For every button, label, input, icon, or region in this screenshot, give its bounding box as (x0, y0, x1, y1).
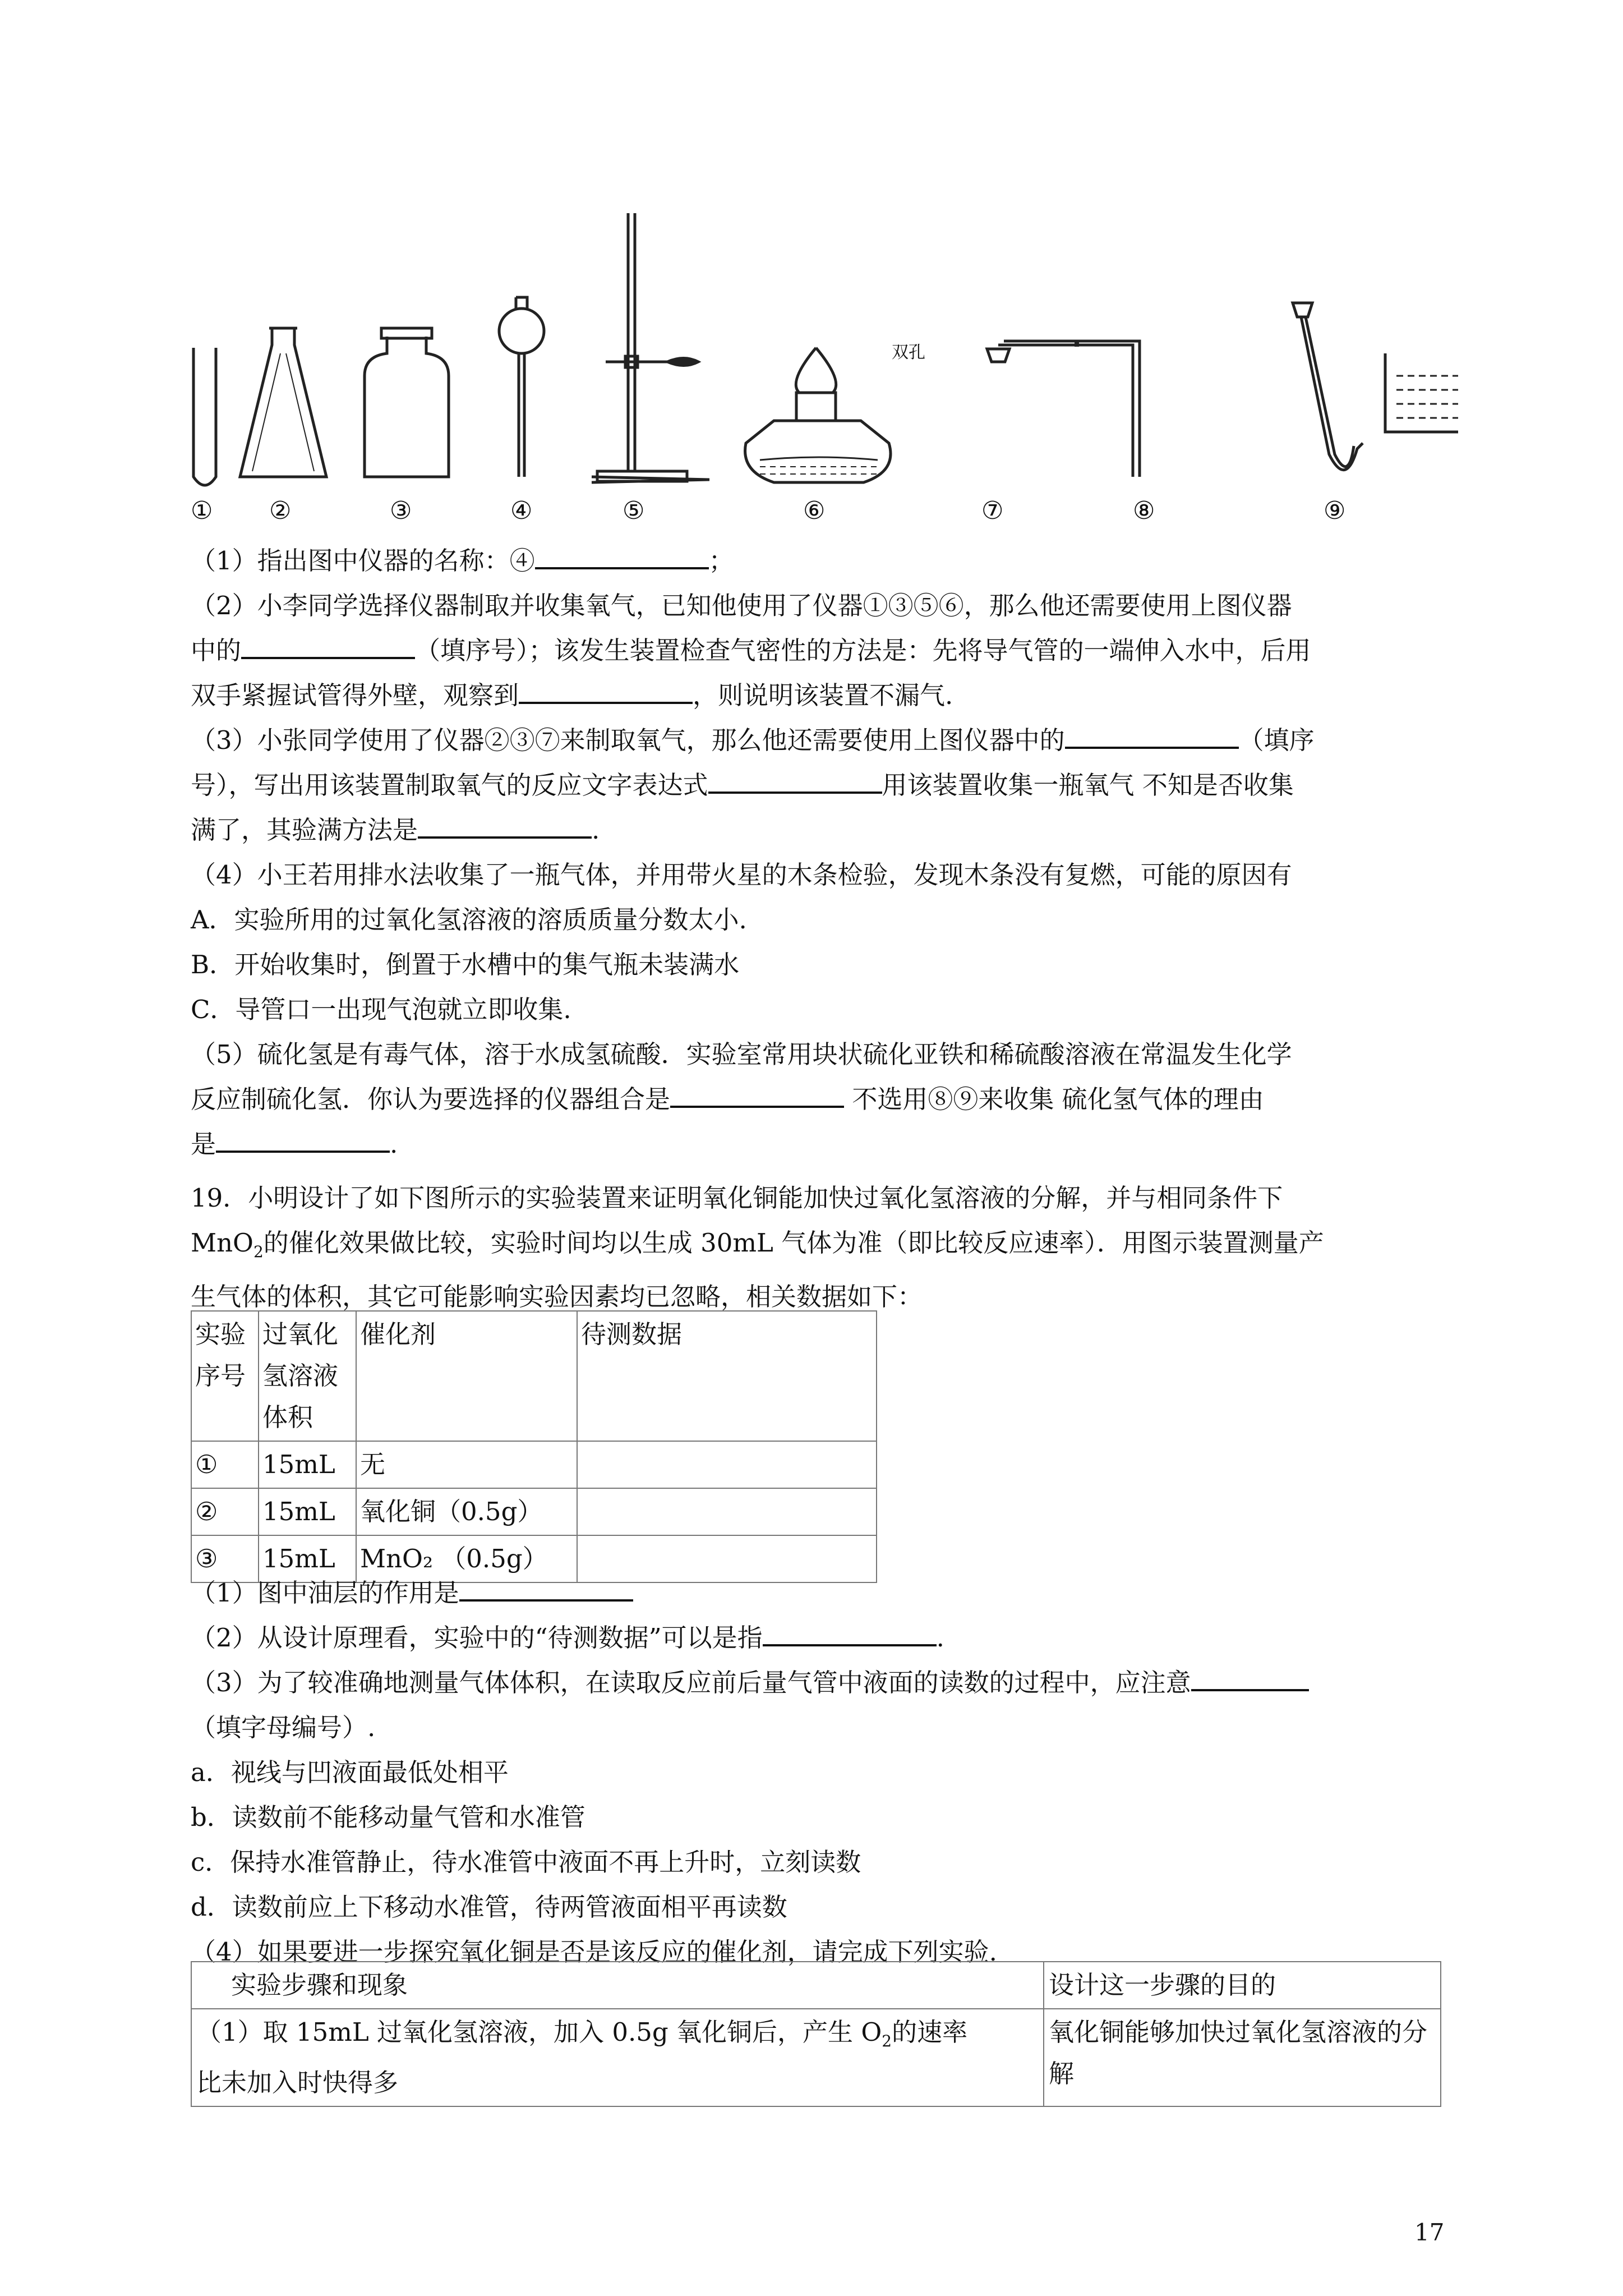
q19-option-a: a．视线与凹液面最低处相平 (191, 1757, 509, 1787)
table-header-row (191, 1311, 877, 1441)
header-catalyst: 催化剂 (356, 1311, 577, 1441)
blank-10[interactable] (763, 1618, 937, 1646)
q19-s3-a: （3）为了较准确地测量气体体积，在读取反应前后量气管中液面的读数的过程中，应注意 (191, 1668, 1191, 1697)
q18-p5-c1: 是 (191, 1129, 216, 1159)
q18-p5-a: （5）硫化氢是有毒气体，溶于水成氢硫酸．实验室常用块状硫化亚铁和稀硫酸溶液在常温发生化学 (191, 1039, 1292, 1069)
q19-s1: （1）图中油层的作用是 (191, 1578, 459, 1608)
label-3: ③ (390, 496, 412, 525)
blank-6[interactable] (418, 811, 592, 839)
cell: 15mL (259, 1488, 356, 1535)
step-1-a: （1）取 15mL 过氧化氢溶液，加入 0.5g 氧化铜后，产生 O (196, 2017, 882, 2047)
q18-p3-c1: 满了，其验满方法是 (191, 815, 418, 845)
question-19-parts (191, 1571, 1441, 1975)
q19-s2-b: . (936, 1623, 944, 1653)
header-pending-data: 待测数据 (577, 1311, 877, 1441)
table-row (191, 1441, 877, 1488)
label-1: ① (191, 496, 213, 525)
step-1-sub: 2 (882, 2032, 892, 2050)
q19-intro-b2: 的催化效果做比较，实验时间均以生成 30mL 气体为准（即比较反应速率）．用图示装置测量产 (263, 1228, 1324, 1258)
test-tube-icon (193, 348, 216, 485)
q19-s4: （4）如果要进一步探究氧化铜是否是该反应的催化剂，请完成下列实验. (191, 1937, 997, 1967)
q19-s2-a: （2）从设计原理看，实验中的“待测数据”可以是指 (191, 1623, 763, 1653)
q19-option-c: c．保持水准管静止，待水准管中液面不再上升时，立刻读数 (191, 1847, 861, 1877)
header-purpose: 设计这一步骤的目的 (1044, 1962, 1441, 2009)
table-row (191, 2009, 1441, 2106)
q18-p3-a1: （3）小张同学使用了仪器②③⑦来制取氧气，那么他还需要使用上图仪器中的 (191, 725, 1065, 755)
q19-intro-c: 生气体的体积，其它可能影响实验因素均已忽略，相关数据如下： (191, 1282, 923, 1312)
cell: 15mL (259, 1535, 356, 1582)
gas-bottle-icon (365, 337, 449, 477)
q18-p2-a: （2）小李同学选择仪器制取并收集氧气，已知他使用了仪器①③⑤⑥，那么他还需要使用上图仪器 (191, 591, 1292, 620)
q18-p5-b1: 反应制硫化氢．你认为要选择的仪器组合是 (191, 1084, 671, 1114)
step-1-cell (191, 2009, 1044, 2106)
alcohol-lamp-icon (745, 421, 891, 482)
question-18 (191, 539, 1441, 1167)
q18-p2-c2: ，则说明该装置不漏气. (693, 680, 953, 710)
q18-p3-b1: 号），写出用该装置制取氧气的反应文字表达式 (191, 770, 708, 800)
blank-7[interactable] (670, 1080, 844, 1108)
q19-option-d: d．读数前应上下移动水准管，待两管液面相平再读数 (191, 1892, 787, 1922)
steps-table (191, 1961, 1441, 2107)
q18-p2-c1: 双手紧握试管得外壁，观察到 (191, 680, 519, 710)
q18-p5-b2: 不选用⑧⑨来收集 硫化氢气体的理由 (844, 1084, 1264, 1114)
q18-p3-b2: 用该装置收集一瓶氧气 不知是否收集 (882, 770, 1294, 800)
cell: ③ (191, 1535, 259, 1582)
q18-p5-c2: . (390, 1129, 398, 1159)
q19-intro-sub: 2 (253, 1243, 264, 1261)
blank-5[interactable] (708, 766, 882, 794)
label-7: ⑦ (981, 496, 1004, 525)
page-number: 17 (1414, 2219, 1445, 2246)
q19-intro-b1: MnO (191, 1228, 253, 1258)
q18-p2-b2: （填序号）；该发生装置检查气密性的方法是：先将导气管的一端伸入水中，后用 (415, 636, 1311, 665)
q18-p1-end: ； (708, 546, 734, 576)
conical-flask-icon (240, 328, 326, 477)
cell: MnO₂ （0.5g） (356, 1535, 577, 1582)
cell[interactable] (577, 1488, 877, 1535)
q18-p3-a2: （填序 (1238, 725, 1315, 755)
label-8: ⑧ (1133, 496, 1155, 525)
header-steps: 实验步骤和现象 (191, 1962, 1044, 2009)
step-1-c: 比未加入时快得多 (196, 2068, 399, 2097)
table-row (191, 1488, 877, 1535)
blank-9[interactable] (459, 1573, 633, 1602)
q19-s3-b: （填字母编号）. (191, 1713, 376, 1742)
cell: ② (191, 1488, 259, 1535)
apparatus-figure (179, 208, 1458, 544)
apparatus-drawing (179, 208, 1458, 544)
delivery-tube-icon (1293, 303, 1312, 317)
blank-1[interactable] (535, 541, 709, 569)
label-9: ⑨ (1324, 496, 1346, 525)
q18-p3-c2: . (592, 815, 600, 845)
table-header-row (191, 1962, 1441, 2009)
separatory-funnel-icon (499, 309, 544, 353)
q19-option-b: b．读数前不能移动量气管和水准管 (191, 1802, 585, 1832)
cell: 氧化铜（0.5g） (356, 1488, 577, 1535)
label-4: ④ (510, 496, 533, 525)
q18-option-c: C．导管口一出现气泡就立即收集. (191, 995, 571, 1024)
label-6: ⑥ (803, 496, 826, 525)
step-1-b: 的速率 (892, 2017, 968, 2047)
q18-p1: （1）指出图中仪器的名称：④ (191, 546, 535, 576)
q19-intro-a: 19．小明设计了如下图所示的实验装置来证明氧化铜能加快过氧化氢溶液的分解，并与相同条件下 (191, 1183, 1283, 1213)
blank-4[interactable] (1065, 721, 1239, 749)
label-2: ② (269, 496, 292, 525)
stopper-tube-icon (987, 349, 1009, 362)
header-exp-no: 实验 序号 (191, 1311, 259, 1441)
iron-stand-icon (628, 213, 635, 471)
q18-option-b: B．开始收集时，倒置于水槽中的集气瓶未装满水 (191, 950, 740, 979)
annotation-two-holes: 双孔 (892, 343, 925, 362)
blank-11[interactable] (1191, 1663, 1309, 1691)
cell[interactable] (577, 1441, 877, 1488)
question-19-intro (191, 1176, 1441, 1319)
cell: 15mL (259, 1441, 356, 1488)
water-trough-icon (1385, 353, 1458, 432)
q18-p2-b1: 中的 (191, 636, 242, 665)
blank-2[interactable] (241, 631, 415, 659)
purpose-1-cell: 氧化铜能够加快过氧化氢溶液的分解 (1044, 2009, 1441, 2106)
header-volume: 过氧化 氢溶液 体积 (259, 1311, 356, 1441)
cell: 无 (356, 1441, 577, 1488)
cell: ① (191, 1441, 259, 1488)
q18-option-a: A．实验所用的过氧化氢溶液的溶质质量分数太小. (191, 905, 747, 935)
blank-3[interactable] (519, 676, 693, 704)
experiment-table (191, 1310, 877, 1583)
label-5: ⑤ (623, 496, 645, 525)
blank-8[interactable] (216, 1125, 390, 1153)
q18-p4: （4）小王若用排水法收集了一瓶气体，并用带火星的木条检验，发现木条没有复燃，可能的原因有 (191, 860, 1292, 890)
